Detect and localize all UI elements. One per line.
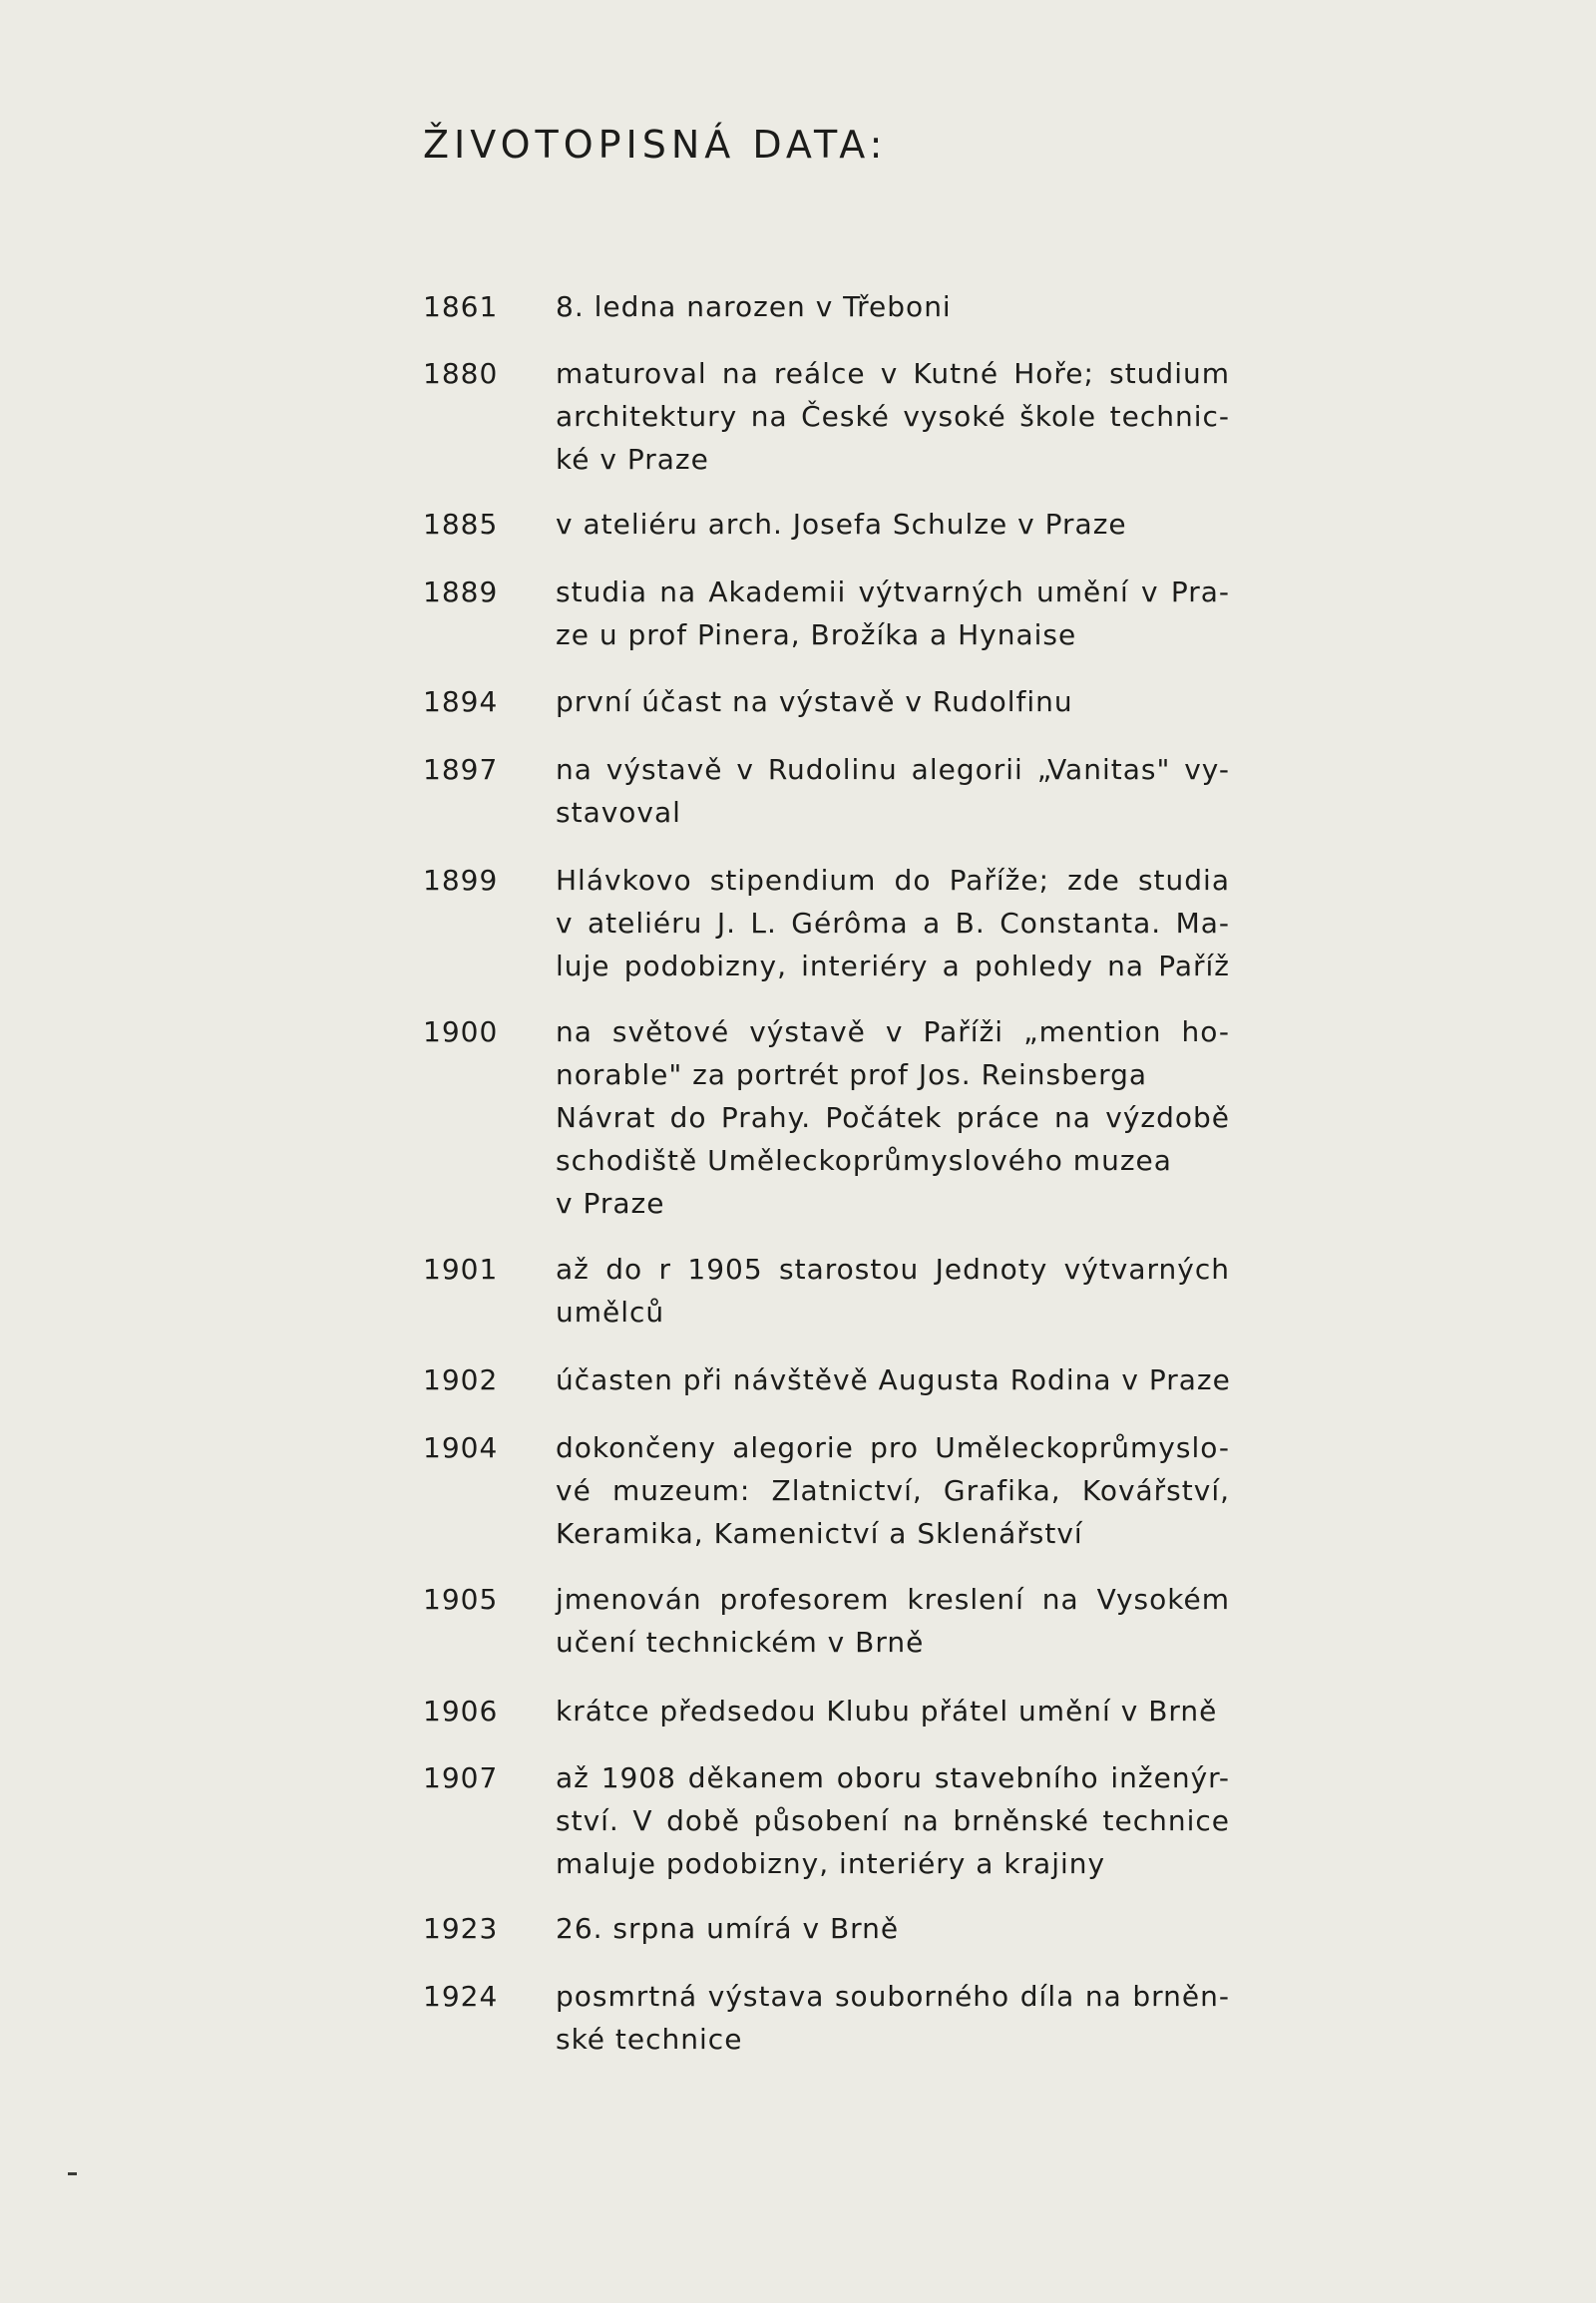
entry-year: 1907 <box>423 1761 499 1794</box>
entry-text <box>556 1907 1230 1950</box>
entry-year: 1899 <box>423 864 499 897</box>
entry-line: v ateliéru arch. Josefa Schulze v Praze <box>556 508 1127 541</box>
entry-line: schodiště Uměleckoprůmyslového muzea <box>556 1144 1172 1177</box>
entry-line: Keramika, Kamenictví a Sklenářství <box>556 1517 1083 1550</box>
entry-text <box>556 352 1230 481</box>
entry-year: 1885 <box>423 508 499 541</box>
entry-line: vé muzeum: Zlatnictví, Grafika, Kovářství, <box>556 1474 1230 1507</box>
entry-text <box>556 1426 1230 1555</box>
entry-year: 1889 <box>423 576 499 608</box>
entry-line: ké v Praze <box>556 443 709 476</box>
entry-year: 1880 <box>423 357 499 390</box>
entry-line: Návrat do Prahy. Počátek práce na výzdobě <box>556 1101 1230 1134</box>
entry-year: 1894 <box>423 685 499 718</box>
entry-year: 1924 <box>423 1980 499 2013</box>
entry-text <box>556 1975 1230 2061</box>
entry-line: architektury na České vysoké škole technic- <box>556 400 1230 433</box>
entry-text <box>556 1756 1230 1885</box>
entry-text <box>556 859 1230 987</box>
entry-line: ské technice <box>556 2023 743 2056</box>
entry-text <box>556 680 1230 723</box>
entry-year: 1902 <box>423 1363 499 1396</box>
entry-line: v Praze <box>556 1187 665 1220</box>
entry-line: až do r 1905 starostou Jednoty výtvarných <box>556 1253 1230 1286</box>
entry-line: maturoval na reálce v Kutné Hoře; studium <box>556 357 1230 390</box>
entry-year: 1923 <box>423 1912 499 1945</box>
entry-text <box>556 285 1230 328</box>
entry-line: norable" za portrét prof Jos. Reinsberga <box>556 1058 1148 1091</box>
entry-line: luje podobizny, interiéry a pohledy na Paříž <box>556 950 1230 982</box>
entry-text <box>556 503 1230 546</box>
entry-year: 1906 <box>423 1695 499 1727</box>
entry-text <box>556 748 1230 834</box>
entry-year: 1897 <box>423 753 499 786</box>
entry-text <box>556 1690 1230 1732</box>
entry-line: krátce předsedou Klubu přátel umění v Brně <box>556 1695 1218 1727</box>
entry-text <box>556 1010 1230 1225</box>
entry-line: 26. srpna umírá v Brně <box>556 1912 900 1945</box>
entry-year: 1905 <box>423 1583 499 1616</box>
entry-line: 8. ledna narozen v Třeboni <box>556 290 952 323</box>
entry-line: ze u prof Pinera, Brožíka a Hynaise <box>556 618 1077 651</box>
entry-year: 1901 <box>423 1253 499 1286</box>
entry-line: až 1908 děkanem oboru stavebního inženýr- <box>556 1761 1230 1794</box>
entry-line: v ateliéru J. L. Gérôma a B. Constanta. Ma- <box>556 907 1230 940</box>
entry-line: Hlávkovo stipendium do Paříže; zde studia <box>556 864 1230 897</box>
entry-year: 1904 <box>423 1431 499 1464</box>
entry-text <box>556 1578 1230 1664</box>
entry-line: ství. V době působení na brněnské technice <box>556 1804 1230 1837</box>
entry-year: 1861 <box>423 290 499 323</box>
entry-line: na světové výstavě v Paříži „mention ho- <box>556 1015 1230 1048</box>
entry-line: dokončeny alegorie pro Uměleckoprůmyslo- <box>556 1431 1230 1464</box>
entry-line: posmrtná výstava souborného díla na brněn- <box>556 1980 1230 2013</box>
entry-line: učení technickém v Brně <box>556 1626 925 1659</box>
entry-line: maluje podobizny, interiéry a krajiny <box>556 1847 1106 1880</box>
entry-year: 1900 <box>423 1015 499 1048</box>
entry-line: účasten při návštěvě Augusta Rodina v Praze <box>556 1363 1231 1396</box>
entry-line: umělců <box>556 1296 665 1329</box>
print-mark <box>68 2172 77 2175</box>
entry-text <box>556 1358 1230 1401</box>
entry-line: jmenován profesorem kreslení na Vysokém <box>556 1583 1230 1616</box>
entry-line: na výstavě v Rudolinu alegorii „Vanitas" vy- <box>556 753 1230 786</box>
entry-line: stavoval <box>556 796 681 829</box>
entry-line: studia na Akademii výtvarných umění v Pra- <box>556 576 1230 608</box>
entry-line: první účast na výstavě v Rudolfinu <box>556 685 1073 718</box>
page-title: ŽIVOTOPISNÁ DATA: <box>423 123 888 167</box>
entry-text <box>556 571 1230 656</box>
entry-text <box>556 1248 1230 1334</box>
